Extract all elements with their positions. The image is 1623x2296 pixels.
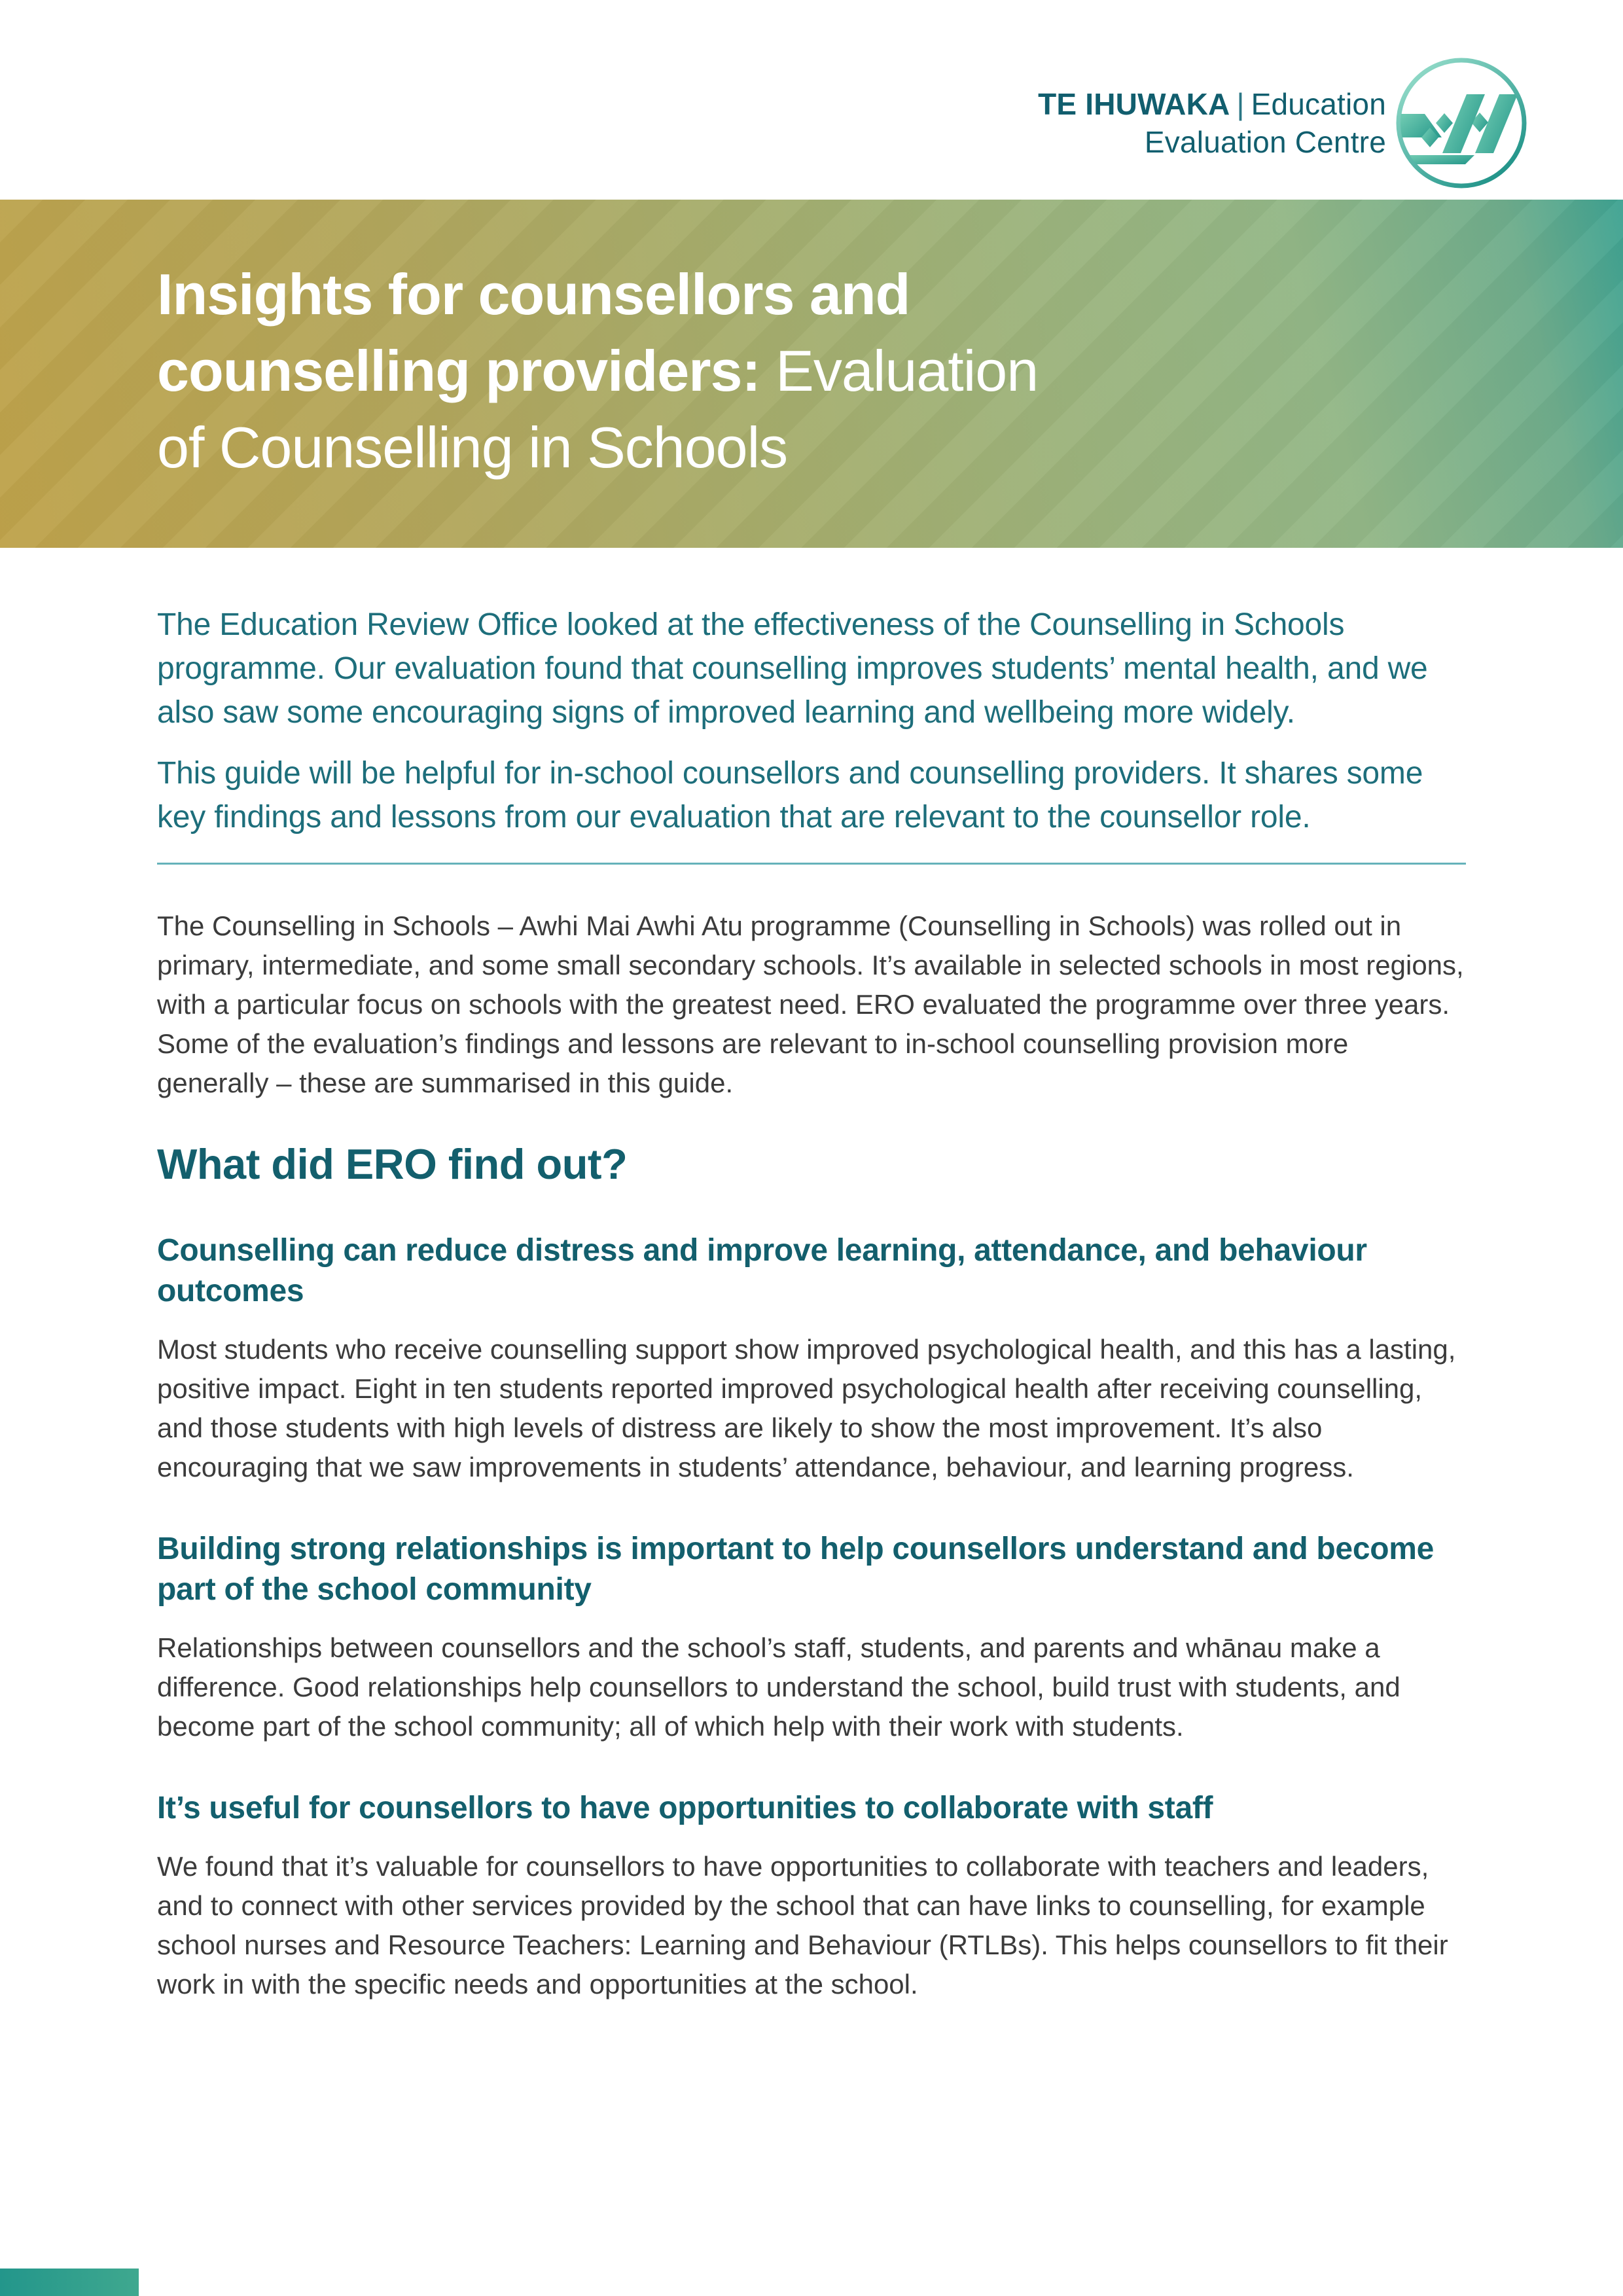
footer-accent-bar [0,2269,139,2296]
lead-paragraph: The Counselling in Schools – Awhi Mai Awhi Atu programme (Counselling in Schools) was rolled out in primary, intermediate, and some small secondary schools. It’s available in selected schools in most regions, with a particular focus on schools with the greatest need. ERO evaluated the programme over three years. Some of the evaluation’s findings and lessons are relevant to in-school counselling provision more generally – these are summarised in this guide. [157,910,1464,1098]
brand-line-1 [1038,85,1386,123]
finding-section [157,1230,1466,1487]
logo-svg [1395,56,1528,190]
finding-section-title: It’s useful for counsellors to have opportunities to collaborate with staff [157,1791,1213,1825]
logo-weave-pattern [1396,94,1518,164]
finding-section [157,1788,1466,2004]
intro-paragraph: The Education Review Office looked at the effectiveness of the Counselling in Schools programme. Our evaluation found that counselling improves students’ mental health, and we also saw some encouraging signs of improved learning and wellbeing more widely. [157,607,1428,730]
finding-section-body: We found that it’s valuable for counsellors to have opportunities to collaborate with teachers and leaders, and to connect with other services provided by the school that can have links to counselling, for example school nurses and Resource Teachers: Learning and Behaviour (RTLBs). This helps counsellors to fit their work in with the specific needs and opportunities at the school. [157,1851,1448,2000]
page-title-bold-segment: counselling providers: [157,338,760,403]
findings-heading: What did ERO find out? [157,1140,628,1188]
brand-lockup [1038,85,1386,161]
header-band [0,200,1623,548]
brand-line-2: Evaluation Centre [1144,125,1386,159]
page-title-line [157,409,1623,486]
brand-name: TE IHUWAKA [1038,87,1230,121]
page-title-light-segment: of Counselling in Schools [157,415,788,480]
page-title-line [157,332,1623,409]
brand-separator: | [1236,87,1245,121]
finding-section-body: Relationships between counsellors and the school’s staff, students, and parents and whānau make a difference. Good relationships help counsellors to understand the school, build trust with students, and become part of the school community; all of which help with their work with students. [157,1632,1400,1742]
intro-paragraph: This guide will be helpful for in-school counsellors and counselling providers. It shares some key findings and lessons from our evaluation that are relevant to the counsellor role. [157,756,1423,834]
finding-section [157,1529,1466,1746]
page-title-light-segment: Evaluation [760,338,1039,403]
page-title-line [157,256,1623,332]
finding-section-body: Most students who receive counselling support show improved psychological health, and this has a lasting, positive impact. Eight in ten students reported improved psychological health after receiving counselling, and those students with high levels of distress are likely to show the most improvement. It’s also encouraging that we saw improvements in students’ attendance, behaviour, and learning progress. [157,1334,1456,1482]
intro-summary [157,548,1466,839]
finding-section-title: Counselling can reduce distress and improve learning, attendance, and behaviour outcomes [157,1233,1367,1308]
page-title-bold-segment: Insights for counsellors and [157,262,910,327]
brand-tail-line1: Education [1251,87,1386,121]
section-divider [157,863,1466,865]
page-title [0,200,1623,486]
findings-sections [157,1230,1466,2004]
main-content [157,548,1466,2004]
finding-section-title: Building strong relationships is important to help counsellors understand and become part of the school community [157,1532,1435,1607]
education-evaluation-centre-logo-icon [1395,56,1528,190]
